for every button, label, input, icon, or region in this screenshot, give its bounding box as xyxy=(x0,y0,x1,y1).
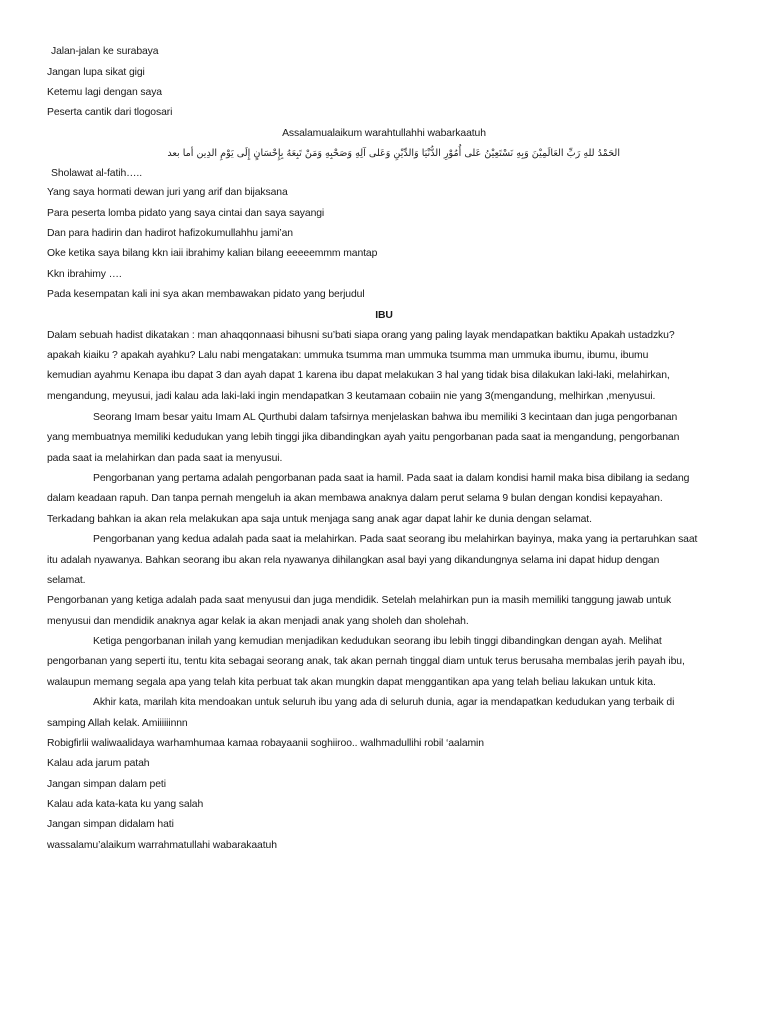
p6-line-3: walaupun memang segala apa yang telah kita perbuat tak akan mungkin dapat menggantikan apa yang telah beliau lakukan untuk kita. xyxy=(47,677,656,688)
p6-line-2: pengorbanan yang seperti itu, tentu kita sebagai seorang anak, tak akan pernah tinggal diam untuk terus berusaha membalas jerih payah ibu, xyxy=(47,656,685,667)
closing-line-3: Jangan simpan dalam peti xyxy=(47,779,166,790)
p7-line-2: samping Allah kelak. Amiiiiiinnn xyxy=(47,718,188,729)
p4-line-2: itu adalah nyawanya. Bahkan seorang ibu akan rela nyawanya dihilangkan asal bayi yang dikandungnya selama ini dapat hidup dengan xyxy=(47,555,660,566)
p1-line-2: apakah kiaiku ? apakah ayahku? Lalu nabi mengatakan: ummuka tsumma man ummuka tsumma man ummuka ibumu, ibumu, ibumu xyxy=(47,350,649,361)
p6-line-1: Ketiga pengorbanan inilah yang kemudian menjadikan kedudukan seorang ibu lebih tinggi dibandingkan dengan ayah. Melihat xyxy=(93,636,662,647)
closing-line-2: Kalau ada jarum patah xyxy=(47,758,150,769)
closing-line-1: Robigfirlii waliwaalidaya warhamhumaa kamaa robayaanii soghiiroo.. walhmadullihi robil ‘aalamin xyxy=(47,738,484,749)
p1-line-4: mengandung, meyusui, jadi kalau ada laki-laki ingin mendapatkan 3 keutamaan cobaiin nie yang 3(mengandung, melhirkan ,menyusui. xyxy=(47,391,656,402)
p3-line-3: Terkadang bahkan ia akan rela melakukan apa saja untuk menjaga sang anak agar dapat lahir ke dunia dengan selamat. xyxy=(47,514,592,525)
greeting-line-2: Para peserta lomba pidato yang saya cintai dan saya sayangi xyxy=(47,208,325,219)
p2-line-3: pada saat ia melahirkan dan pada saat ia menyusui. xyxy=(47,453,283,464)
opening-salam: Assalamualaikum warahtullahhi wabarkaatuh xyxy=(282,128,486,139)
speech-title: IBU xyxy=(375,310,393,321)
p5-line-2: menyusui dan mendidik anaknya agar kelak ia akan menjadi anak yang sholeh dan sholehah. xyxy=(47,616,469,627)
p5-line-1: Pengorbanan yang ketiga adalah pada saat menyusui dan juga mendidik. Setelah melahirkan pun ia masih memiliki tanggung jawab untuk xyxy=(47,595,672,606)
arabic-opening: الحَمْدُ للهِ رَبِّ العَالَمِيْنَ وَبِهِ نَسْتَعِيْنُ عَلى أُمُوْرِ الدُّنْيَا وَالدِّيْنِ وَعَلى آلِهِ وَصَحْبِهِ وَمَنْ تَبِعَهُ بِإِحْسَانٍ إِلَى يَوْمِ الدِين أما بعد xyxy=(167,148,620,159)
greeting-line-5: Kkn ibrahimy …. xyxy=(47,269,122,280)
greeting-line-3: Dan para hadirin dan hadirot hafizokumullahhu jami’an xyxy=(47,228,293,239)
p4-line-1: Pengorbanan yang kedua adalah pada saat ia melahirkan. Pada saat seorang ibu melahirkan bayinya, maka yang ia pertaruhkan saat xyxy=(93,534,698,545)
p3-line-1: Pengorbanan yang pertama adalah pengorbanan pada saat ia hamil. Pada saat ia dalam kondisi hamil maka bisa dibilang ia sedang xyxy=(93,473,690,484)
p7-line-1: Akhir kata, marilah kita mendoakan untuk seluruh ibu yang ada di seluruh dunia, agar ia mendapatkan kedudukan yang terbaik di xyxy=(93,697,675,708)
p1-line-3: kemudian ayahmu Kenapa ibu dapat 3 dan ayah dapat 1 karena ibu dapat melakukan 3 hal yang tidak bisa dilakukan laki-laki, melahirkan, xyxy=(47,370,670,381)
closing-line-6: wassalamu’alaikum warrahmatullahi wabarakaatuh xyxy=(47,840,277,851)
greeting-line-1: Yang saya hormati dewan juri yang arif dan bijaksana xyxy=(47,187,288,198)
pantun-line-2: Jangan lupa sikat gigi xyxy=(47,67,145,78)
p1-line-1: Dalam sebuah hadist dikatakan : man ahaqqonnaasi bihusni su’bati siapa orang yang paling layak mendapatkan baktiku Apakah ustadzku? xyxy=(47,330,675,341)
greeting-line-6: Pada kesempatan kali ini sya akan membawakan pidato yang berjudul xyxy=(47,289,365,300)
p4-line-3: selamat. xyxy=(47,575,86,586)
sholawat-line: Sholawat al-fatih….. xyxy=(51,168,142,179)
closing-line-5: Jangan simpan didalam hati xyxy=(47,819,174,830)
p2-line-2: yang membuatnya memiliki kedudukan yang lebih tinggi jika dibandingkan ayah yaitu pengorbanan pada saat ia mengandung, pengorbanan xyxy=(47,432,680,443)
closing-line-4: Kalau ada kata-kata ku yang salah xyxy=(47,799,204,810)
pantun-line-1: Jalan-jalan ke surabaya xyxy=(51,46,159,57)
pantun-line-4: Peserta cantik dari tlogosari xyxy=(47,107,173,118)
p3-line-2: dalam keadaan rapuh. Dan tanpa pernah mengeluh ia akan membawa anaknya dalam perut selama 9 bulan dengan kondisi kepayahan. xyxy=(47,493,663,504)
p2-line-1: Seorang Imam besar yaitu Imam AL Qurthubi dalam tafsirnya menjelaskan bahwa ibu memiliki 3 kecintaan dan juga pengorbanan xyxy=(93,412,678,423)
greeting-line-4: Oke ketika saya bilang kkn iaii ibrahimy kalian bilang eeeeemmm mantap xyxy=(47,248,378,259)
pantun-line-3: Ketemu lagi dengan saya xyxy=(47,87,162,98)
